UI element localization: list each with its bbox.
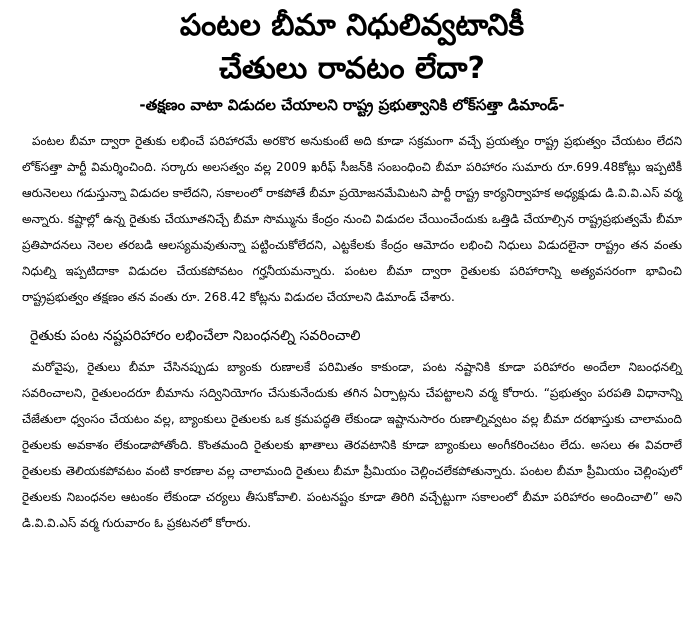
section-heading: రైతుకు పంట నష్టపరిహారం లభించేలా నిబంధనల్ని సవరించాలి (30, 328, 361, 344)
headline-line-1: పంటల బీమా నిధులివ్వటానికీ (179, 8, 525, 43)
headline-line-2: చేతులు రావటం లేదా? (219, 51, 485, 86)
headline (22, 0, 682, 90)
body-paragraph-2: మరోవైపు, రైతులు బీమా చేసినప్పుడు బ్యాంకు రుణాలకే పరిమితం కాకుండా, పంట నష్టానికి కూడా పరిహారం అందేలా నిబంధనల్ని సవరించాలని, రైతులందరూ బీమాను సద్వినియోగం చేసుకునేందుకు తగిన ఏర్పాట్లను చేపట్టాలని వర్మ కోరారు. “ప్రభుత్వం పరపతి విధానాన్ని చేజేతులా ధ్వంసం చేయటం వల్ల, బ్యాంకులు రైతులకు ఒక క్రమపద్ధతి లేకుండా ఇష్టానుసారం రుణాల్నివ్వటం వల్ల బీమా దరఖాస్తుకు చాలామంది రైతులకు అవకాశం లేకుండాపోతోంది. కొంతమంది రైతులకు ఖాతాలు తెరవటానికి కూడా బ్యాంకులు అంగీకరించటం లేదు. అసలు ఈ వివరాలే రైతులకు తెలియకపోవటం వంటి కారణాల వల్ల చాలామంది రైతులు బీమా ప్రీమియం చెల్లించలేకపోతున్నారు. పంటల బీమా ప్రీమియం చెల్లింపులో రైతులకు నిబంధనల ఆటంకం లేకుండా చర్యలు తీసుకోవాలి. పంటనష్టం కూడా తిరిగి వచ్చేట్టుగా సకాలంలో బీమా పరిహారం అందించాలి” అని డి.వి.వి.ఎస్ వర్మ గురువారం ఓ ప్రకటనలో కోరారు. (22, 360, 682, 530)
body-paragraph-1: పంటల బీమా ద్వారా రైతుకు లభించే పరిహారమే అరకొర అనుకుంటే అది కూడా సక్రమంగా వచ్చే ప్రయత్నం రాష్ట్ర ప్రభుత్వం చేయటం లేదని లోక్‌సత్తా పార్టీ విమర్శించింది. సర్కారు అలసత్వం వల్ల 2009 ఖరీఫ్ సీజన్‌కి సంబంధించి బీమా పరిహారం సుమారు రూ.699.48కోట్లు ఇప్పటికీ ఆరునెలలు గడుస్తున్నా విడుదల కాలేదని, సకాలంలో రాకపోతే బీమా ప్రయోజనమేమిటని పార్టీ రాష్ట్ర కార్యనిర్వాహక అధ్యక్షుడు డి.వి.వి.ఎస్ వర్మ అన్నారు. కష్టాల్లో ఉన్న రైతుకు చేయూతనిచ్చే బీమా సొమ్మును కేంద్రం నుంచి విడుదల చేయించేందుకు ఒత్తిడి చేయాల్సిన రాష్ట్రప్రభుత్వమే బీమా ప్రతిపాదనలు నెలల తరబడి ఆలస్యమవుతున్నా పట్టించుకోలేదని, ఎట్టకేలకు కేంద్రం ఆమోదం లభించి నిధులు విడుదలైనా రాష్ట్రం తన వంతు నిధుల్ని ఇప్పటిదాకా విడుదల చేయకపోవటం గర్హనీయమన్నారు. పంటల బీమా ద్వారా రైతులకు పరిహారాన్ని అత్యవసరంగా భావించి రాష్ట్రప్రభుత్వం తక్షణం తన వంతు రూ. 268.42 కోట్లను విడుదల చేయాలని డిమాండ్ చేశారు. (22, 134, 682, 304)
subheadline: -తక్షణం వాటా విడుదల చేయాలని రాష్ట్ర ప్రభుత్వానికి లోక్‌సత్తా డిమాండ్- (139, 96, 565, 114)
